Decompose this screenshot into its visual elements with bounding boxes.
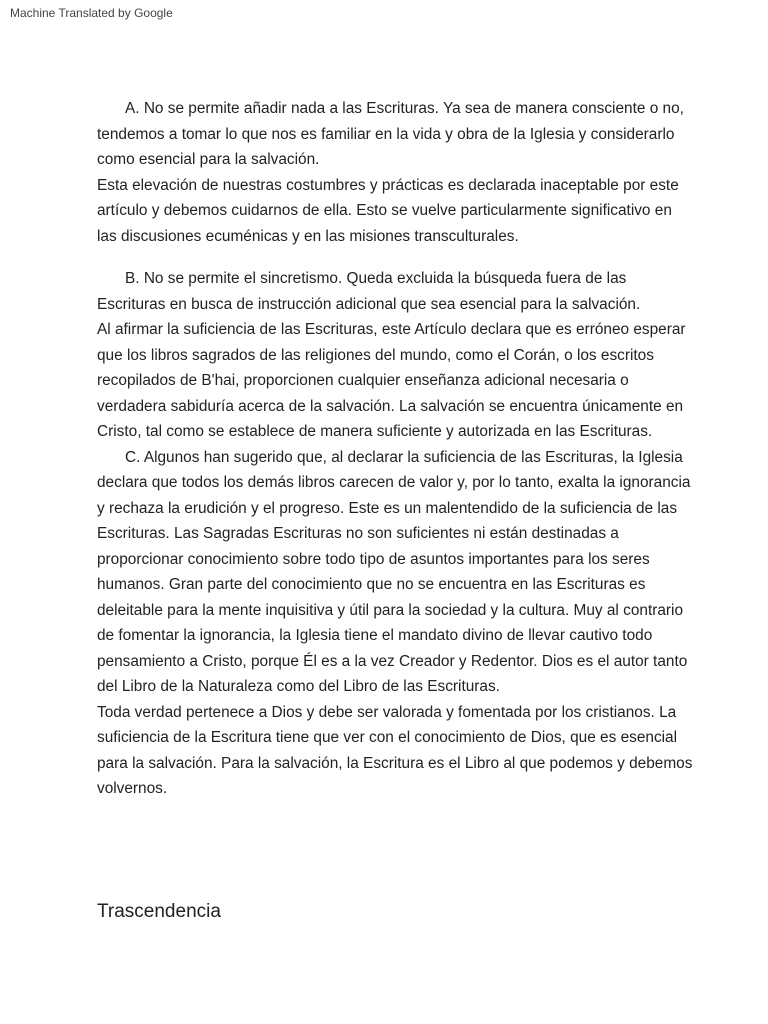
- paragraph-c-continuation: Toda verdad pertenece a Dios y debe ser valorada y fomentada por los cristianos. La suficiencia de la Escritura tiene que ver con el conocimiento de Dios, que es esencial para la salvación. Para la salvación, la Escritura es el Libro al que podemos y debemos volvernos.: [97, 703, 693, 797]
- paragraph-c-intro: C. Algunos han sugerido que, al declarar la suficiencia de las Escrituras, la Iglesia declara que todos los demás libros carecen de valor y, por lo tanto, exalta la ignorancia y rechaza la erudición y el progreso. Este es un malentendido de la suficiencia de las Escrituras. Las Sagradas Escrituras no son suficientes ni están destinadas a proporcionar conocimiento sobre todo tipo de asuntos importantes para los seres humanos. Gran parte del conocimiento que no se encuentra en las Escrituras es deleitable para la mente inquisitiva y útil para la sociedad y la cultura. Muy al contrario de fomentar la ignorancia, la Iglesia tiene el mandato divino de llevar cautivo todo pensamiento a Cristo, porque Él es a la vez Creador y Redentor. Dios es el autor tanto del Libro de la Naturaleza como del Libro de las Escrituras.: [97, 448, 691, 695]
- paragraph-b-intro: B. No se permite el sincretismo. Queda excluida la búsqueda fuera de las Escrituras en busca de instrucción adicional que sea esencial para la salvación.: [97, 270, 641, 313]
- section-heading: Trascendencia: [97, 901, 221, 922]
- paragraph-a-intro: A. No se permite añadir nada a las Escrituras. Ya sea de manera consciente o no, tendemos a tomar lo que nos es familiar en la vida y obra de la Iglesia y considerarlo como esencial para la salvación.: [97, 100, 684, 168]
- document-body: [97, 96, 693, 802]
- paragraph-a-continuation: Esta elevación de nuestras costumbres y prácticas es declarada inaceptable por este artículo y debemos cuidarnos de ella. Esto se vuelve particularmente significativo en las discusiones ecuménicas y en las misiones transculturales.: [97, 176, 679, 245]
- paragraph-b-continuation: Al afirmar la suficiencia de las Escrituras, este Artículo declara que es erróneo esperar que los libros sagrados de las religiones del mundo, como el Corán, o los escritos recopilados de B'hai, proporcionen cualquier enseñanza adicional necesaria o verdadera sabiduría acerca de la salvación. La salvación se encuentra únicamente en Cristo, tal como se establece de manera suficiente y autorizada en las Escrituras.: [97, 321, 686, 440]
- machine-translation-note: Machine Translated by Google: [10, 6, 173, 20]
